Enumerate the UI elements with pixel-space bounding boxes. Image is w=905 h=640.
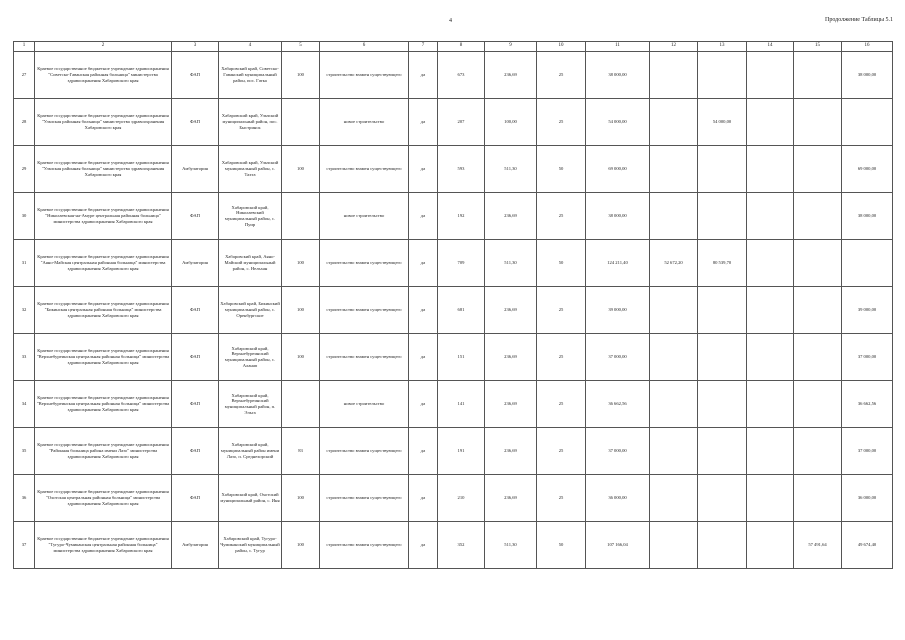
table-row [14, 52, 893, 99]
column-header: 9 [485, 42, 537, 52]
table-row [14, 522, 893, 569]
table-row [14, 240, 893, 287]
table-cell: 593 [438, 146, 485, 193]
table-cell: Хабаровский край, Бикинский муниципальный район, с. Оренбургское [219, 287, 282, 334]
column-header: 8 [438, 42, 485, 52]
table-cell: 83 [282, 428, 320, 475]
table-cell: строительство взамен существующего [320, 52, 409, 99]
table-cell: 37 [14, 522, 35, 569]
table-cell: 100,00 [485, 99, 537, 146]
table-cell [747, 146, 794, 193]
table-cell: новое строительство [320, 99, 409, 146]
table-cell: новое строительство [320, 381, 409, 428]
table-cell: строительство взамен существующего [320, 240, 409, 287]
table-cell [282, 381, 320, 428]
table-cell: 151 [438, 334, 485, 381]
table-cell: строительство взамен существующего [320, 334, 409, 381]
table-cell: Хабаровский край, Верхнебуреинский муниципальный район, п. Эльга [219, 381, 282, 428]
table-cell [842, 99, 893, 146]
table-cell [794, 381, 842, 428]
table-cell: 100 [282, 240, 320, 287]
table-cell: 31 [14, 240, 35, 287]
table-cell [794, 52, 842, 99]
table-cell: 124 211,40 [586, 240, 650, 287]
table-cell: 35 [14, 428, 35, 475]
table-cell: 69 000,00 [586, 146, 650, 193]
table-cell: Краевое государственное бюджетное учреждение здравоохранения "Тугуро-Чумиканская центральная районная больница" министерства здравоохранения Хабаровского края [35, 522, 172, 569]
column-header: 13 [698, 42, 747, 52]
table-cell: 100 [282, 287, 320, 334]
table-cell [747, 193, 794, 240]
table-cell: 52 672,20 [650, 240, 698, 287]
appendix-label: Продолжение Таблицы 5.1 [825, 17, 893, 23]
table-cell: Краевое государственное бюджетное учреждение здравоохранения "Ульчская районная больница" министерства здравоохранения Хабаровского края [35, 146, 172, 193]
table-cell [747, 522, 794, 569]
table-cell [794, 146, 842, 193]
table-cell: 352 [438, 522, 485, 569]
table-cell: 80 539,70 [698, 240, 747, 287]
table-cell: ФАП [172, 287, 219, 334]
table-row [14, 428, 893, 475]
table-cell: Хабаровский край, Охотский муниципальный район, с. Иня [219, 475, 282, 522]
column-header: 16 [842, 42, 893, 52]
table-cell: 49 674,40 [842, 522, 893, 569]
table-cell: строительство взамен существующего [320, 522, 409, 569]
table-cell [747, 52, 794, 99]
table-cell: Краевое государственное бюджетное учреждение здравоохранения "Советско-Гаванская районная больница" министерства здравоохранения Хабаровского края [35, 52, 172, 99]
column-header: 4 [219, 42, 282, 52]
table-cell [650, 52, 698, 99]
table-cell [282, 99, 320, 146]
table-cell: 37 000,00 [586, 428, 650, 475]
table-cell [794, 193, 842, 240]
table-cell: 236,69 [485, 193, 537, 240]
table-cell: строительство взамен существующего [320, 146, 409, 193]
table-cell: да [409, 381, 438, 428]
table-cell: 34 [14, 381, 35, 428]
table-cell: 100 [282, 522, 320, 569]
table-cell: 192 [438, 193, 485, 240]
table-header-row [14, 42, 893, 52]
table-cell [650, 428, 698, 475]
table-cell: новое строительство [320, 193, 409, 240]
table-cell [698, 52, 747, 99]
column-header: 11 [586, 42, 650, 52]
table-cell: 50 [537, 146, 586, 193]
table-cell: да [409, 99, 438, 146]
table-cell: 37 000,00 [842, 428, 893, 475]
table-cell [794, 287, 842, 334]
table-cell: 32 [14, 287, 35, 334]
table-cell [698, 428, 747, 475]
table-cell: 141 [438, 381, 485, 428]
table-cell: 39 000,00 [842, 287, 893, 334]
table-cell [747, 381, 794, 428]
table-cell [282, 193, 320, 240]
table-cell [794, 99, 842, 146]
table-cell: 100 [282, 334, 320, 381]
table-cell: 236,69 [485, 287, 537, 334]
table-cell [650, 381, 698, 428]
table-cell: Краевое государственное бюджетное учреждение здравоохранения "Верхнебуреинская центральная районная больница" министерства здравоохранения Хабаровского края [35, 381, 172, 428]
table-cell [747, 334, 794, 381]
table-cell: 30 [14, 193, 35, 240]
table-row [14, 99, 893, 146]
table-cell: 236,69 [485, 475, 537, 522]
table-cell: 100 [282, 475, 320, 522]
table-cell: 511,30 [485, 522, 537, 569]
table-cell: 236,69 [485, 52, 537, 99]
table-row [14, 146, 893, 193]
table-cell: 25 [537, 193, 586, 240]
table-cell [698, 475, 747, 522]
table-cell: 25 [537, 99, 586, 146]
table-cell [747, 287, 794, 334]
table-cell [794, 475, 842, 522]
table-cell: 36 662,56 [842, 381, 893, 428]
table-cell: 37 000,00 [586, 334, 650, 381]
table-cell: Хабаровский край, Тугуро-Чумиканский муниципальный район, с. Тугур [219, 522, 282, 569]
table-cell: Краевое государственное бюджетное учреждение здравоохранения "Охотская центральная районная больница" министерства здравоохранения Хабаровского края [35, 475, 172, 522]
table-cell: 38 000,00 [586, 193, 650, 240]
column-header: 10 [537, 42, 586, 52]
table-cell: ФАП [172, 381, 219, 428]
table-cell [794, 240, 842, 287]
table-cell: Хабаровский край, Верхнебуреинский муниципальный район, с. Аланап [219, 334, 282, 381]
table-cell: строительство взамен существующего [320, 475, 409, 522]
table-cell [794, 334, 842, 381]
table-cell: 191 [438, 428, 485, 475]
table-cell: Хабаровский край, муниципальный район имени Лазо, п. Среднехорский [219, 428, 282, 475]
table-cell: 36 662,56 [586, 381, 650, 428]
table-cell: 673 [438, 52, 485, 99]
table-cell: 28 [14, 99, 35, 146]
table-cell [698, 193, 747, 240]
table-cell: 25 [537, 52, 586, 99]
table-row [14, 475, 893, 522]
table-body [14, 52, 893, 569]
column-header: 2 [35, 42, 172, 52]
table-cell: 511,30 [485, 240, 537, 287]
table-cell: 25 [537, 475, 586, 522]
table-cell: 681 [438, 287, 485, 334]
column-header: 15 [794, 42, 842, 52]
table-cell [842, 240, 893, 287]
table-cell: Краевое государственное бюджетное учреждение здравоохранения "Бикинская центральная районная больница" министерства здравоохранения Хабаровского края [35, 287, 172, 334]
table-cell: Амбулатория [172, 146, 219, 193]
table-cell: 25 [537, 381, 586, 428]
column-header: 7 [409, 42, 438, 52]
table-row [14, 334, 893, 381]
table-cell [650, 475, 698, 522]
page-number: 4 [449, 18, 452, 24]
table-cell: да [409, 428, 438, 475]
table-cell: Краевое государственное бюджетное учреждение здравоохранения "Аяно-Майская центральная районная больница" министерства здравоохранения Хабаровского края [35, 240, 172, 287]
table-cell [650, 99, 698, 146]
table-cell [650, 146, 698, 193]
table-cell: 37 000,00 [842, 334, 893, 381]
table-row [14, 193, 893, 240]
table-cell: да [409, 522, 438, 569]
column-header: 1 [14, 42, 35, 52]
table-cell [698, 522, 747, 569]
table-cell: ФАП [172, 99, 219, 146]
column-header: 6 [320, 42, 409, 52]
table-cell: 27 [14, 52, 35, 99]
column-header: 12 [650, 42, 698, 52]
table-cell [698, 334, 747, 381]
table-cell: 54 000,00 [586, 99, 650, 146]
table-cell: 207 [438, 99, 485, 146]
table-cell: 50 [537, 240, 586, 287]
table-cell: Хабаровский край, Советско-Гаванский муниципальный район, пос. Гатка [219, 52, 282, 99]
table-cell: ФАП [172, 428, 219, 475]
table-cell: 100 [282, 146, 320, 193]
table-cell: Хабаровский край, Ульчский муниципальный район, пос. Быстринск [219, 99, 282, 146]
table-cell: 236,69 [485, 381, 537, 428]
table-cell: 69 000,00 [842, 146, 893, 193]
table-cell: да [409, 52, 438, 99]
table-cell: 38 000,00 [842, 52, 893, 99]
table-cell: 709 [438, 240, 485, 287]
table-cell: 54 000,00 [698, 99, 747, 146]
table-cell: ФАП [172, 193, 219, 240]
table-cell: 236,69 [485, 428, 537, 475]
column-header: 3 [172, 42, 219, 52]
table-cell: ФАП [172, 52, 219, 99]
table-cell [747, 428, 794, 475]
table-cell: 36 000,00 [842, 475, 893, 522]
table-cell: да [409, 287, 438, 334]
table-cell: Хабаровский край, Аяно-Майский муниципальный район, с. Нельхан [219, 240, 282, 287]
table-cell: Краевое государственное бюджетное учреждение здравоохранения "Николаевская-на-Амуре центральная районная больница" министерства здравоохранения Хабаровского края [35, 193, 172, 240]
table-cell: 25 [537, 287, 586, 334]
table-cell: 38 000,00 [842, 193, 893, 240]
table-cell: 511,30 [485, 146, 537, 193]
table-cell: Краевое государственное бюджетное учреждение здравоохранения "Ульчская районная больница" министерства здравоохранения Хабаровского края [35, 99, 172, 146]
table-cell: 25 [537, 334, 586, 381]
table-cell: да [409, 193, 438, 240]
table-row [14, 381, 893, 428]
table-cell [698, 381, 747, 428]
table-cell: Краевое государственное бюджетное учреждение здравоохранения "Верхнебуреинская центральная районная больница" министерства здравоохранения Хабаровского края [35, 334, 172, 381]
table-cell: строительство взамен существующего [320, 428, 409, 475]
table-cell: да [409, 146, 438, 193]
table-cell: 38 000,00 [586, 52, 650, 99]
table-cell: Хабаровский край, Ульчский муниципальный район, с. Тахта [219, 146, 282, 193]
table-cell [650, 522, 698, 569]
table-cell: ФАП [172, 475, 219, 522]
table-cell: 236,69 [485, 334, 537, 381]
table-cell: Хабаровский край, Николаевский муниципальный район, с. Пуир [219, 193, 282, 240]
data-table [13, 41, 893, 569]
table-cell [747, 99, 794, 146]
table-cell: ФАП [172, 334, 219, 381]
table-cell [698, 287, 747, 334]
table-cell: 50 [537, 522, 586, 569]
table-cell: Амбулатория [172, 240, 219, 287]
table-cell: 57 491,64 [794, 522, 842, 569]
table-cell: 29 [14, 146, 35, 193]
table-row [14, 287, 893, 334]
table-cell [650, 287, 698, 334]
table-cell [650, 334, 698, 381]
table-cell: 210 [438, 475, 485, 522]
table-cell: 36 [14, 475, 35, 522]
table-cell: 36 000,00 [586, 475, 650, 522]
table-cell [794, 428, 842, 475]
table-cell [650, 193, 698, 240]
table-cell: Амбулатория [172, 522, 219, 569]
table-cell: строительство взамен существующего [320, 287, 409, 334]
table-cell: 33 [14, 334, 35, 381]
table-cell: 107 166,04 [586, 522, 650, 569]
table-cell: 39 000,00 [586, 287, 650, 334]
table-cell: 100 [282, 52, 320, 99]
table-cell: Краевое государственное бюджетное учреждение здравоохранения "Районная больница района имени Лазо" министерства здравоохранения Хабаровского края [35, 428, 172, 475]
table-cell [747, 240, 794, 287]
table-cell: да [409, 240, 438, 287]
table-cell [747, 475, 794, 522]
table-cell: да [409, 475, 438, 522]
table-cell: да [409, 334, 438, 381]
table-cell: 25 [537, 428, 586, 475]
table-cell [698, 146, 747, 193]
column-header: 14 [747, 42, 794, 52]
column-header: 5 [282, 42, 320, 52]
